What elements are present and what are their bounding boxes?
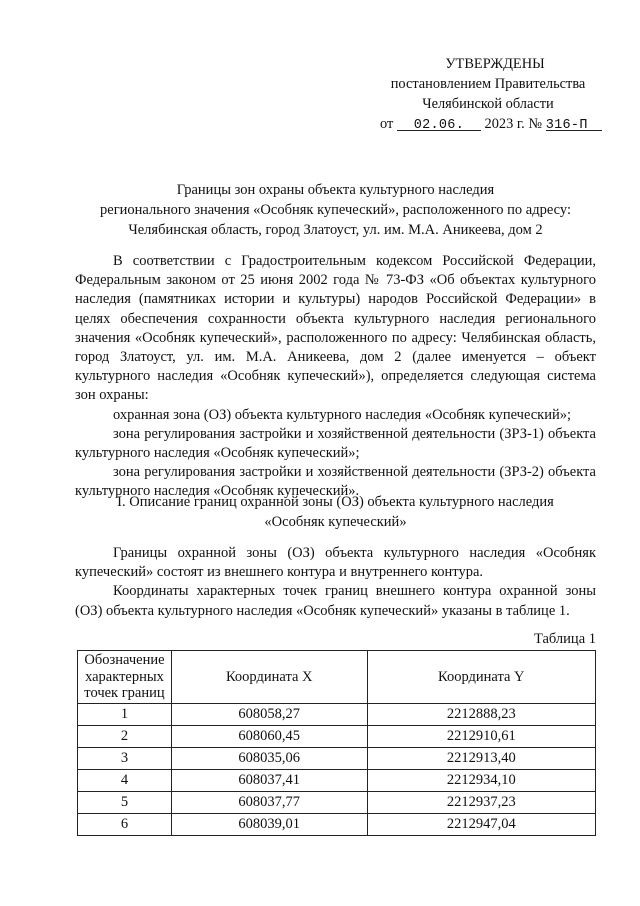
approval-heading: УТВЕРЖДЕНЫ <box>445 56 545 72</box>
table-header-row <box>78 651 596 704</box>
approval-line-2: Челябинской области <box>422 96 554 112</box>
section-heading-line-1: I. Описание границ охранной зоны (ОЗ) объекта культурного наследия <box>117 494 554 510</box>
coordinate-x: 608060,45 <box>171 726 367 748</box>
section-body <box>75 544 596 621</box>
approval-number-field <box>546 114 602 131</box>
header-coordinate-x: Координата X <box>171 651 367 704</box>
table-row <box>78 814 596 836</box>
table-row <box>78 704 596 726</box>
zone-item-zrz2: зона регулирования застройки и хозяйственной деятельности (ЗРЗ-2) объекта культурного наследия «Особняк купеческий». <box>75 464 596 500</box>
coordinates-table <box>77 650 596 836</box>
title-line-2: регионального значения «Особняк купеческий», расположенного по адресу: <box>100 202 571 218</box>
zone-item-zrz1: зона регулирования застройки и хозяйственной деятельности (ЗРЗ-1) объекта культурного наследия «Особняк купеческий»; <box>75 425 596 462</box>
coordinate-y: 2212937,23 <box>367 792 595 814</box>
coordinate-y: 2212888,23 <box>367 704 595 726</box>
coordinate-y: 2212910,61 <box>367 726 595 748</box>
approval-year-text: 2023 г. № <box>484 116 543 132</box>
section-heading <box>75 492 596 532</box>
coordinate-x: 608037,77 <box>171 792 367 814</box>
coordinate-x: 608035,06 <box>171 748 367 770</box>
point-number: 4 <box>78 770 172 792</box>
coordinate-y: 2212947,04 <box>367 814 595 836</box>
header-coordinate-y: Координата Y <box>367 651 595 704</box>
approval-block <box>372 54 604 134</box>
table-row <box>78 770 596 792</box>
approval-line-1: постановлением Правительства <box>390 76 586 92</box>
intro-block <box>75 252 596 502</box>
section-paragraph-2: Координаты характерных точек границ внешнего контура охранной зоны (ОЗ) объекта культурного наследия «Особняк купеческий» указаны в таблице 1. <box>75 583 596 619</box>
zone-item-oz: охранная зона (ОЗ) объекта культурного наследия «Особняк купеческий»; <box>113 406 572 423</box>
title-line-1: Границы зон охраны объекта культурного наследия <box>176 182 495 198</box>
coordinate-x: 608058,27 <box>171 704 367 726</box>
point-number: 6 <box>78 814 172 836</box>
section-heading-line-2: «Особняк купеческий» <box>264 514 407 530</box>
point-number: 3 <box>78 748 172 770</box>
approval-date-value: 02.06. <box>413 118 465 133</box>
approval-number-value: 316-П <box>545 118 588 133</box>
coordinate-x: 608039,01 <box>171 814 367 836</box>
approval-date-field <box>397 114 481 131</box>
header-point-label: Обозначение характерных точек границ <box>78 651 172 704</box>
title-line-3: Челябинская область, город Златоуст, ул. им. М.А. Аникеева, дом 2 <box>128 222 543 238</box>
table-row <box>78 726 596 748</box>
section-paragraph-1: Границы охранной зоны (ОЗ) объекта культурного наследия «Особняк купеческий» состоят из внешнего контура и внутреннего контура. <box>75 545 596 581</box>
coordinate-y: 2212913,40 <box>367 748 595 770</box>
point-number: 1 <box>78 704 172 726</box>
approval-number-line <box>380 114 604 134</box>
coordinate-y: 2212934,10 <box>367 770 595 792</box>
point-number: 5 <box>78 792 172 814</box>
table-row <box>78 792 596 814</box>
document-title <box>75 180 596 240</box>
intro-paragraph: В соответствии с Градостроительным кодексом Российской Федерации, Федеральным законом от 25 июня 2002 года № 73-ФЗ «Об объектах культурного наследия (памятниках истории и культуры) народов Российской Федерации» в целях обеспечения сохранности объекта культурного наследия регионального значения «Особняк купеческий», расположенного по адресу: Челябинская область, город Златоуст, ул. им. М.А. Аникеева, дом 2 (далее именуется – объект культурного наследия «Особняк купеческий»), определяется следующая система зон охраны: <box>75 253 596 404</box>
point-number: 2 <box>78 726 172 748</box>
approval-from-label: от <box>380 116 394 132</box>
coordinate-x: 608037,41 <box>171 770 367 792</box>
table-row <box>78 748 596 770</box>
table-caption: Таблица 1 <box>533 631 596 647</box>
